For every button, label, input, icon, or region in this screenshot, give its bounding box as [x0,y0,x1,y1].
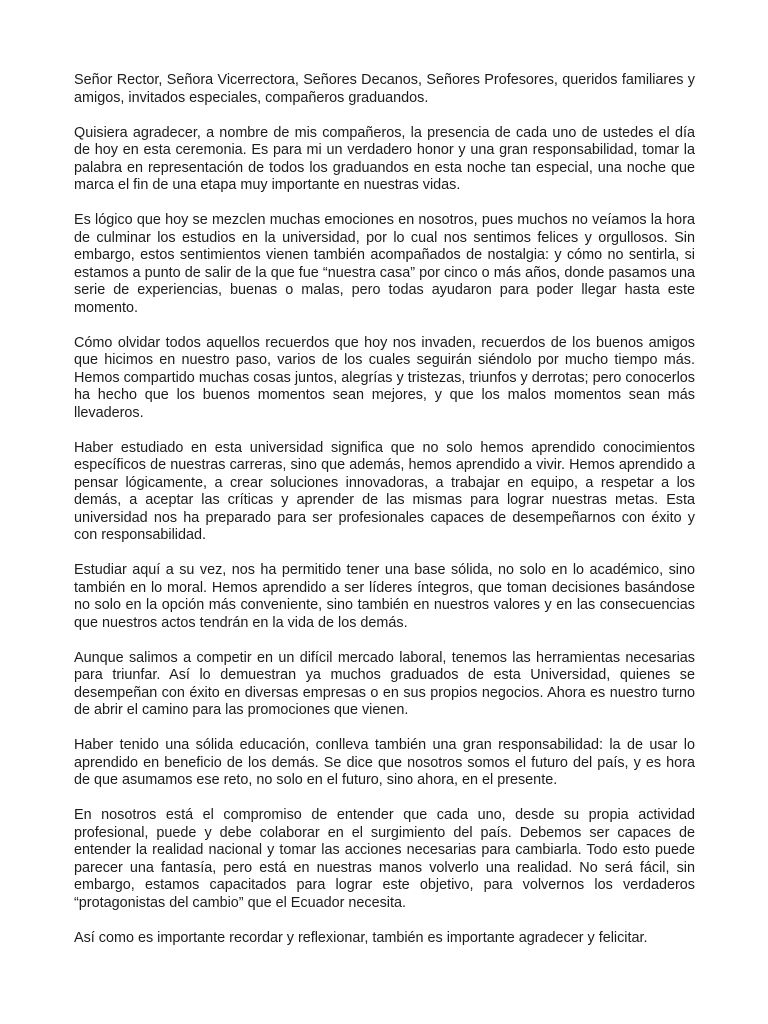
paragraph-salutation: Señor Rector, Señora Vicerrectora, Señores Decanos, Señores Profesores, queridos familiares y amigos, invitados especiales, compañeros graduandos. [74,72,695,106]
paragraph-learning: Haber estudiado en esta universidad significa que no solo hemos aprendido conocimientos específicos de nuestras carreras, sino que además, hemos aprendido a vivir. Hemos aprendido a pensar lógicamente, a crear soluciones innovadoras, a trabajar en equipo, a respetar a los demás, a aceptar las críticas y aprender de las mismas para lograr nuestras metas. Esta universidad nos ha preparado para ser profesionales capaces de desempeñarnos con éxito y con responsabilidad. [74,439,695,543]
paragraph-job-market: Aunque salimos a competir en un difícil mercado laboral, tenemos las herramientas necesarias para triunfar. Así lo demuestran ya muchos graduados de esta Universidad, quienes se desempeñan con éxito en diversas empresas o en sus propios negocios. Ahora es nuestro turno de abrir el camino para las promociones que vienen. [74,649,695,718]
paragraph-closing: Así como es importante recordar y reflexionar, también es importante agradecer y felicitar. [74,929,648,946]
paragraph-emotions: Es lógico que hoy se mezclen muchas emociones en nosotros, pues muchos no veíamos la hora de culminar los estudios en la universidad, por lo cual nos sentimos felices y orgullosos. Sin embargo, estos sentimientos vienen también acompañados de nostalgia: y cómo no sentirla, si estamos a punto de salir de la que fue “nuestra casa” por cinco o más años, donde pasamos una serie de experiencias, buenas o malas, pero todas ayudaron para poder llegar hasta este momento. [74,212,695,316]
paragraph-commitment: En nosotros está el compromiso de entender que cada uno, desde su propia actividad profesional, puede y debe colaborar en el surgimiento del país. Debemos ser capaces de entender la realidad nacional y tomar las acciones necesarias para cambiarla. Todo esto puede parecer una fantasía, pero está en nuestras manos volverlo una realidad. No será fácil, sin embargo, estamos capacitados para lograr este objetivo, para volvernos los verdaderos “protagonistas del cambio” que el Ecuador necesita. [74,807,695,911]
paragraph-memories: Cómo olvidar todos aquellos recuerdos que hoy nos invaden, recuerdos de los buenos amigos que hicimos en nuestro paso, varios de los cuales seguirán siéndolo por mucho tiempo más. Hemos compartido muchas cosas juntos, alegrías y tristezas, triunfos y derrotas; pero conocerlos ha hecho que los buenos momentos sean mejores, y que los malos momentos sean más llevaderos. [74,334,695,421]
document-page [74,72,695,965]
paragraph-gratitude: Quisiera agradecer, a nombre de mis compañeros, la presencia de cada uno de ustedes el día de hoy en esta ceremonia. Es para mi un verdadero honor y una gran responsabilidad, tomar la palabra en representación de todos los graduandos en esta noche tan especial, una noche que marca el fin de una etapa muy importante en nuestras vidas. [74,124,695,193]
paragraph-responsibility: Haber tenido una sólida educación, conlleva también una gran responsabilidad: la de usar lo aprendido en beneficio de los demás. Se dice que nosotros somos el futuro del país, y es hora de que asumamos ese reto, no solo en el futuro, sino ahora, en el presente. [74,737,695,788]
paragraph-foundation: Estudiar aquí a su vez, nos ha permitido tener una base sólida, no solo en lo académico, sino también en lo moral. Hemos aprendido a ser líderes íntegros, que toman decisiones basándose no solo en la opción más conveniente, sino también en nuestros valores y en las consecuencias que nuestros actos tendrán en la vida de los demás. [74,562,695,631]
